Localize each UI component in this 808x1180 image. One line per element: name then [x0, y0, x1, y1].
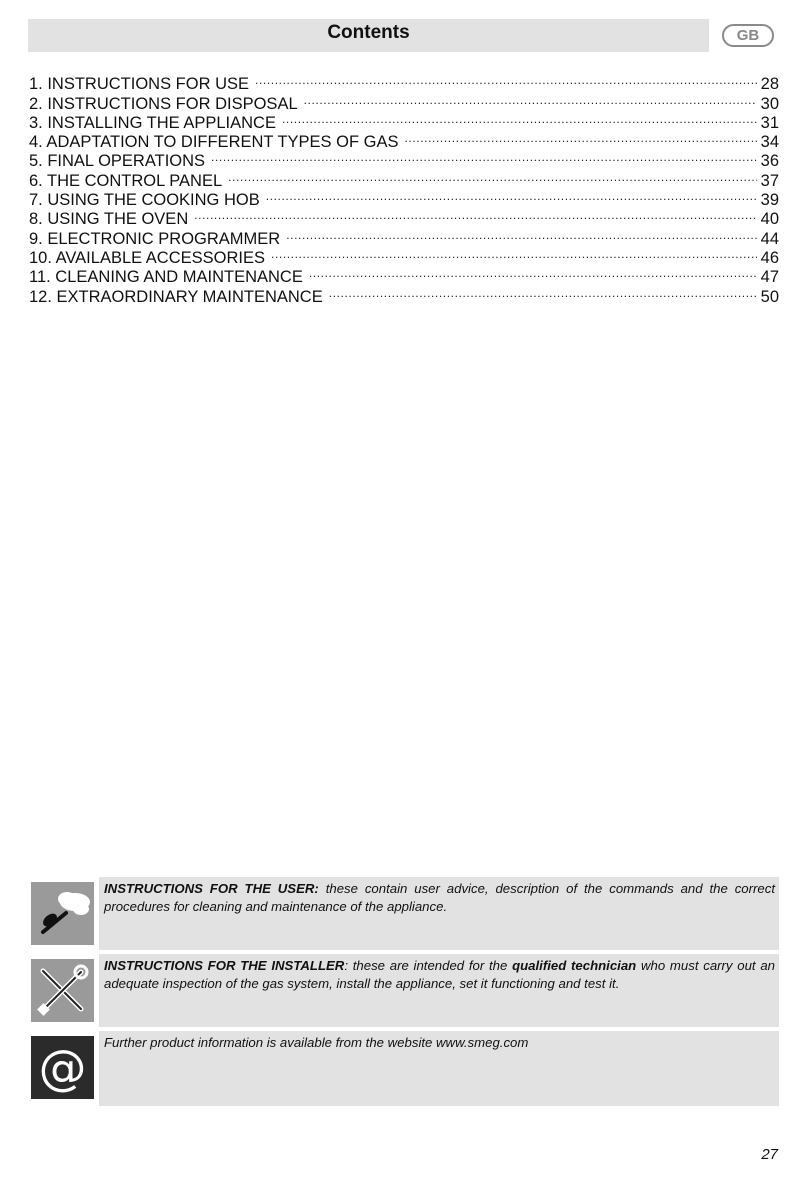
svg-text:@: @	[38, 1040, 87, 1096]
dot-leader	[405, 128, 757, 147]
website-info-text	[99, 1031, 779, 1106]
toc-entry-title: 5. FINAL OPERATIONS	[29, 152, 206, 171]
website-info-body: Further product information is available from the website www.smeg.com	[104, 1035, 529, 1050]
toc-entry-title: 4. ADAPTATION TO DIFFERENT TYPES OF GAS	[29, 133, 399, 152]
user-instructions-lead: INSTRUCTIONS FOR THE USER:	[104, 881, 319, 896]
toc-entry-page: 46	[760, 248, 779, 267]
page-number: 27	[761, 1146, 778, 1163]
toc-entry-title: 6. THE CONTROL PANEL	[29, 171, 223, 190]
dot-leader	[286, 224, 756, 243]
toc-entry-title: 7. USING THE COOKING HOB	[29, 191, 260, 210]
tools-icon	[31, 959, 94, 1022]
contents-header-bar	[28, 19, 709, 52]
dot-leader	[282, 109, 757, 128]
toc-entry-title: 2. INSTRUCTIONS FOR DISPOSAL	[29, 94, 298, 113]
dot-leader	[228, 166, 756, 185]
table-of-contents	[29, 70, 779, 306]
toc-entry-title: 8. USING THE OVEN	[29, 210, 189, 229]
dot-leader	[266, 186, 757, 205]
toc-entry-title: 12. EXTRAORDINARY MAINTENANCE	[29, 287, 323, 306]
toc-entry-page: 37	[760, 171, 779, 190]
website-info-note	[31, 1031, 779, 1106]
toc-entry-page: 44	[760, 229, 779, 248]
user-instructions-body: these contain user advice, description of the commands and the correct procedures for cleaning and maintenance of the appliance.	[104, 881, 776, 914]
toc-entry-title: 3. INSTALLING THE APPLIANCE	[29, 113, 276, 132]
toc-entry-page: 39	[760, 191, 779, 210]
dot-leader	[329, 282, 757, 301]
instruction-notes	[31, 877, 779, 1110]
language-badge: GB	[722, 24, 774, 47]
toc-entry-page: 50	[760, 287, 779, 306]
installer-instructions-body-a: : these are intended for the	[344, 958, 513, 973]
toc-entry-page: 30	[760, 94, 779, 113]
user-instructions-note	[31, 877, 779, 950]
dot-leader	[271, 244, 757, 263]
toc-entry[interactable]	[29, 70, 779, 94]
toc-entry-page: 40	[760, 210, 779, 229]
toc-entry-title: 1. INSTRUCTIONS FOR USE	[29, 75, 250, 94]
dot-leader	[309, 263, 757, 282]
page-title: Contents	[327, 22, 410, 43]
toc-entry-page: 28	[760, 75, 779, 94]
dot-leader	[255, 70, 757, 89]
chef-spoon-icon	[31, 882, 94, 945]
toc-entry-title: 9. ELECTRONIC PROGRAMMER	[29, 229, 281, 248]
toc-entry-page: 47	[760, 268, 779, 287]
at-sign-icon	[31, 1036, 94, 1099]
installer-instructions-body-b: who must carry out an adequate inspection of the gas system, install the appliance, set it functioning and test it.	[104, 958, 775, 991]
toc-entry-title: 11. CLEANING AND MAINTENANCE	[29, 268, 303, 287]
installer-instructions-note	[31, 954, 779, 1027]
dot-leader	[211, 147, 757, 166]
installer-instructions-lead: INSTRUCTIONS FOR THE INSTALLER	[104, 958, 345, 973]
user-instructions-text	[99, 877, 779, 950]
toc-entry-page: 36	[760, 152, 779, 171]
toc-entry-page: 34	[760, 133, 779, 152]
toc-entry-title: 10. AVAILABLE ACCESSORIES	[29, 248, 266, 267]
dot-leader	[194, 205, 756, 224]
installer-instructions-emphasis: qualified technician	[512, 958, 637, 973]
installer-instructions-text	[99, 954, 779, 1027]
toc-entry-page: 31	[760, 113, 779, 132]
dot-leader	[304, 89, 757, 108]
